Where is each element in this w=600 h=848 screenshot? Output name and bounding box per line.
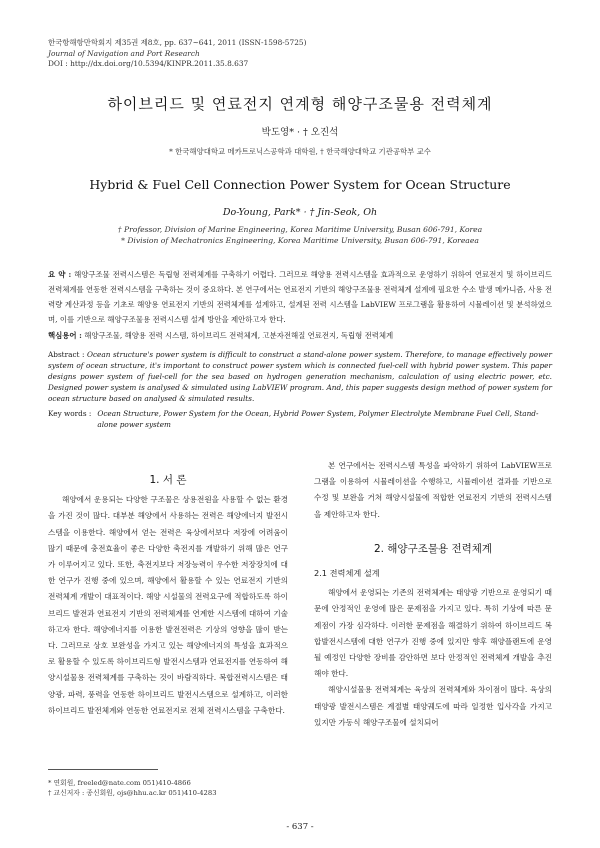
section-1-heading: 1. 서 론	[149, 474, 187, 486]
journal-issue-line: 한국항해항만학회지 제35권 제8호, pp. 637~641, 2011 (ISSN-1598-5725)	[48, 38, 307, 47]
section-1-paragraph: 해양에서 운용되는 다양한 구조물은 상용전원을 사용할 수 없는 환경을 가진 것이 많다. 대부분 해양에서 사용하는 전력은 해양에너지 발전시스템을 이용한다. 해양에서 얻는 전력은 육상에서보다 저장에 어려움이 많기 때문에 충전효율이 좋은 다양한 축전지를 개발하기 위해 많은 연구가 이루어지고 있다. 또한, 축전지보다 저장능력이 우수한 저장장치에 대한 연구가 진행 중에 있으며, 해양에서 활용할 수 있는 연료전지 기반의 전력체계 개발이 대표적이다. 해양 시설물의 전력요구에 적합하도록 하이브리드 발전과 연료전지 기반의 전력체계를 연계한 시스템에 대하여 기술하고자 한다. 해양에너지를 이용한 발전전력은 기상의 영향을 많이 받는다. 그러므로 상호 보완성을 가지고 있는 해양에너지의 특성을 효과적으로 활용할 수 있도록 하이브리드형 발전시스템과 연료전지를 연동하여 해양시설물용 전력체계를 구축하는 것이 바람직하다. 복합전력시스템은 태양광, 파력, 풍력을 연동한 하이브리드 발전시스템으로 설계하고, 이러한 하이브리드 발전체계와 연동한 연료전지로 전체 전력시스템을 구축한다.	[48, 495, 288, 715]
keywords-korean	[48, 330, 552, 342]
keywords-english-label: Key words :	[48, 409, 92, 418]
abstract-english-label: Abstract :	[48, 350, 85, 359]
page-number: - 637 -	[286, 822, 314, 832]
keywords-english-text: Ocean Structure, Power System for the Ocean, Hybrid Power System, Polymer Electrolyte Membrane Fuel Cell, Stand-alone power system	[97, 409, 539, 430]
right-column	[314, 458, 552, 731]
footnote-2: † 교신저자 : 종신회원, ojs@hhu.ac.kr 051)410-4283	[48, 789, 217, 797]
footnote-divider	[48, 769, 158, 770]
keywords-english	[48, 408, 552, 430]
abstract-korean-text: 해양구조물 전력시스템은 독립형 전력체계를 구축하기 어렵다. 그러므로 해양용 전력시스템을 효과적으로 운영하기 위하여 연료전지 및 하이브리드 전력체계를 연동한 전력시스템을 구축하는 것이 중요하다. 본 연구에서는 연료전지 기반의 해양구조물용 전력체계 설계에 필요한 수소 발생 메카니즘, 사용 전력량 계산과정 등을 기초로 해양용 연료전지 기반의 전력체계를 설계하고, 설계된 전력 시스템을 LabVIEW 프로그램을 활용하여 시뮬레이션 및 분석하였으며, 이를 기반으로 해양구조물용 전력시스템 설계 방안을 제안하고자 한다.	[48, 270, 553, 324]
footnotes	[48, 778, 217, 798]
section-2-heading: 2. 해양구조물용 전력체계	[373, 542, 493, 555]
footnote-1: * 연회원, freeled@nate.com 051)410-4866	[48, 779, 191, 787]
journal-name: Journal of Navigation and Port Research	[48, 48, 200, 58]
right-intro-paragraph: 본 연구에서는 전력시스템 특성을 파악하기 위하여 LabVIEW프로그램을 이용하여 시뮬레이션을 수행하고, 시뮬레이션 결과를 기반으로 수정 및 보완을 거쳐 해양시설물에 적합한 연료전지 기반의 전력시스템을 제안하고자 한다.	[314, 461, 552, 519]
affiliation-english-line-2: * Division of Mechatronics Engineering, Korea Maritime University, Busan 606-791, Koreaea	[121, 235, 479, 245]
doi-line: DOI : http://dx.doi.org/10.5394/KINPR.2011.35.8.637	[48, 59, 249, 68]
left-column	[48, 472, 288, 719]
section-2-paragraph-1: 해양에서 운영되는 기존의 전력체계는 태양광 기반으로 운영되기 때문에 안정적인 운영에 많은 문제점을 가지고 있다. 특히 기상에 따른 문제점이 가장 심각하다. 이러한 문제점을 해결하기 위하여 하이브리드 복합발전시스템에 대한 연구가 진행 중에 있지만 향후 해양플랜트에 운영될 예정인 다양한 장비를 감안하면 보다 안정적인 전력체계 개발을 추진해야 한다.	[314, 588, 552, 679]
title-english: Hybrid & Fuel Cell Connection Power System for Ocean Structure	[89, 177, 511, 192]
authors-korean: 박도영* · † 오진석	[261, 127, 339, 138]
abstract-english	[48, 349, 552, 404]
affiliation-english-line-1: † Professor, Division of Marine Engineering, Korea Maritime University, Busan 606-791, Korea	[117, 225, 483, 234]
affiliation-english	[0, 225, 600, 246]
title-korean: 하이브리드 및 연료전지 연계형 해양구조물용 전력체계	[107, 95, 493, 113]
section-2-1-heading: 2.1 전력체계 설계	[314, 568, 380, 579]
abstract-korean-label: 요 약 :	[48, 270, 72, 279]
abstract-korean	[48, 267, 552, 327]
authors-english: Do-Young, Park* · † Jin-Seok, Oh	[222, 207, 378, 218]
affiliation-korean: * 한국해양대학교 메카트로닉스공학과 대학원, † 한국해양대학교 기관공학부 교수	[169, 147, 431, 156]
journal-header	[48, 38, 307, 70]
abstract-english-text: Ocean structure's power system is difficult to construct a stand-alone power system. Therefore, to manage effectively power system of ocean structure, it's important to construct power system which is connected fuel-cell with hybrid power system. This paper designs power system of fuel-cell for the sea based on hydrogen generation mechanism, calculation of using electric power, etc. Designed power system is analysed & simulated using LabVIEW program. And, this paper suggests design method of power system for ocean structure based on analysed & simulated results.	[48, 350, 552, 404]
section-2-paragraph-2: 해양시설물용 전력체계는 육상의 전력체계와 차이점이 많다. 육상의 태양광 발전시스템은 계절별 태양궤도에 따라 일정한 입사각을 가지고 있지만 가동식 해양구조물에 설치되어	[314, 685, 552, 727]
keywords-korean-text: 해양구조물, 해양용 전력 시스템, 하이브리드 전력체계, 고분자전해질 연료전지, 독립형 전력체계	[84, 331, 394, 340]
keywords-korean-label: 핵심용어 :	[48, 331, 82, 340]
